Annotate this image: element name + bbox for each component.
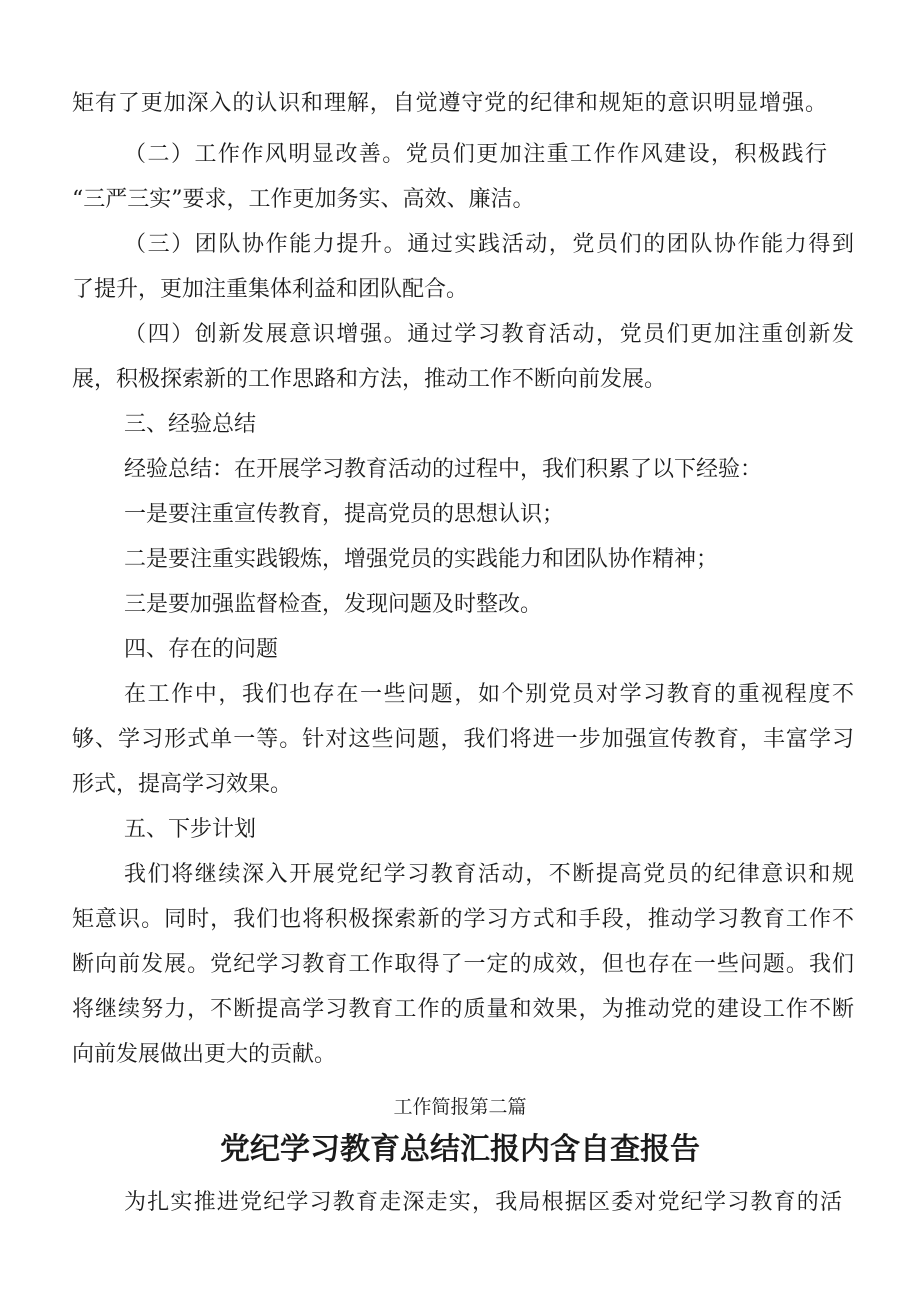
section-heading: 三、经验总结 bbox=[124, 412, 257, 437]
paragraph-line: 展，积极探索新的工作思路和方法，推动工作不断向前发展。 bbox=[72, 367, 667, 392]
paragraph-line: 断向前发展。党纪学习教育工作取得了一定的成效，但也存在一些问题。我们 bbox=[72, 952, 854, 977]
paragraph-line: （二）工作作风明显改善。党员们更加注重工作作风建设，积极践行 bbox=[124, 142, 827, 167]
paragraph-line: （四）创新发展意识增强。通过学习教育活动，党员们更加注重创新发 bbox=[124, 322, 854, 347]
section-heading: 四、存在的问题 bbox=[124, 637, 279, 662]
paragraph-line: 为扎实推进党纪学习教育走深走实，我局根据区委对党纪学习教育的活 bbox=[124, 1190, 842, 1215]
paragraph-line: 我们将继续深入开展党纪学习教育活动，不断提高党员的纪律意识和规 bbox=[124, 862, 854, 887]
paragraph-line: 在工作中，我们也存在一些问题，如个别党员对学习教育的重视程度不 bbox=[124, 682, 854, 707]
list-item: 一是要注重宣传教育，提高党员的思想认识； bbox=[124, 502, 565, 527]
paragraph-line: 矩意识。同时，我们也将积极探索新的学习方式和手段，推动学习教育工作不 bbox=[72, 907, 854, 932]
paragraph-line: 将继续努力，不断提高学习教育工作的质量和效果，为推动党的建设工作不断 bbox=[72, 997, 854, 1022]
paragraph-line: 形式，提高学习效果。 bbox=[72, 772, 293, 797]
paragraph-line: 够、学习形式单一等。针对这些问题，我们将进一步加强宣传教育，丰富学习 bbox=[72, 727, 854, 752]
paragraph-line: 经验总结：在开展学习教育活动的过程中，我们积累了以下经验： bbox=[124, 457, 763, 482]
list-item: 三是要加强监督检查，发现问题及时整改。 bbox=[124, 592, 543, 617]
paragraph-line: （三）团队协作能力提升。通过实践活动，党员们的团队协作能力得到 bbox=[124, 232, 854, 257]
paragraph-line: “三严三实”要求，工作更加务实、高效、廉洁。 bbox=[72, 187, 535, 212]
paragraph-line: 了提升，更加注重集体利益和团队配合。 bbox=[72, 277, 469, 302]
list-item: 二是要注重实践锻炼，增强党员的实践能力和团队协作精神； bbox=[124, 547, 719, 572]
paragraph-line: 向前发展做出更大的贡献。 bbox=[72, 1042, 337, 1067]
section-label: 工作简报第二篇 bbox=[393, 1096, 527, 1118]
section-heading: 五、下步计划 bbox=[124, 817, 257, 842]
document-title: 党纪学习教育总结汇报内含自查报告 bbox=[220, 1132, 700, 1167]
paragraph-line: 矩有了更加深入的认识和理解，自觉遵守党的纪律和规矩的意识明显增强。 bbox=[72, 91, 827, 116]
